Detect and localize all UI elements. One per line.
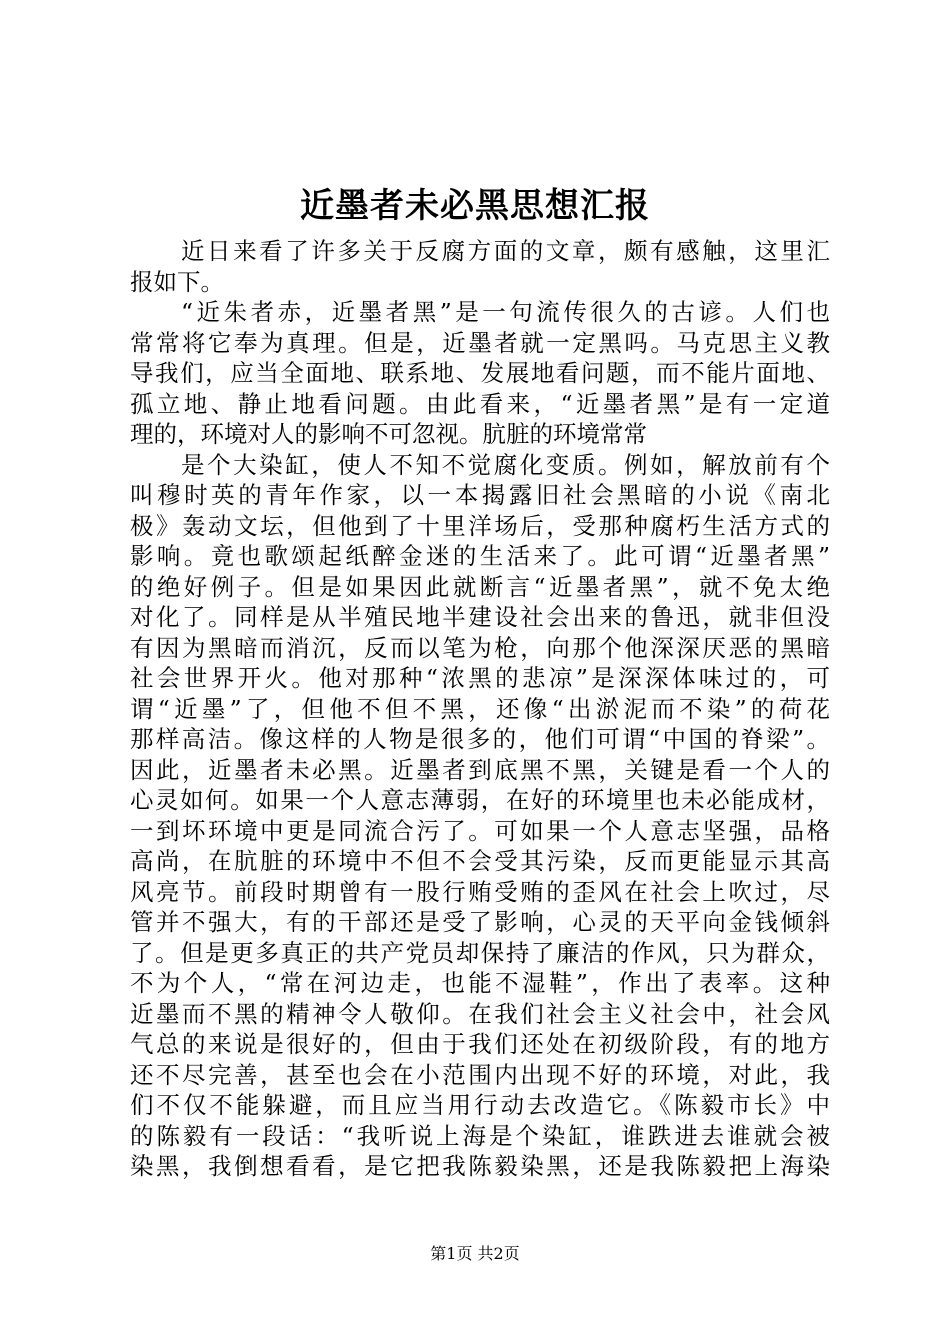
document-title: 近墨者未必黑思想汇报	[300, 186, 650, 226]
text-line: 的陈毅有一段话：“我听说上海是个染缸，谁跌进去谁就会被	[130, 1121, 830, 1150]
text-line: 报如下。	[130, 267, 224, 296]
text-line: “近朱者赤，近墨者黑”是一句流传很久的古谚。人们也	[181, 298, 830, 326]
text-line: 高尚，在肮脏的环境中不但不会受其污染，反而更能显示其高	[130, 847, 830, 875]
text-line: 了。但是更多真正的共产党员却保持了廉洁的作风，只为群众，	[130, 938, 830, 967]
text-line: 谓“近墨”了，但他不但不黑，还像“出淤泥而不染”的荷花	[130, 694, 830, 723]
document-body	[130, 236, 830, 1182]
text-line: 气总的来说是很好的，但由于我们还处在初级阶段，有的地方	[130, 1030, 830, 1058]
text-line: 心灵如何。如果一个人意志薄弱，在好的环境里也未必能成材，	[130, 786, 830, 814]
text-line: 近日来看了许多关于反腐方面的文章，颇有感触，这里汇	[181, 237, 830, 265]
text-line: 叫穆时英的青年作家，以一本揭露旧社会黑暗的小说《南北	[130, 481, 830, 509]
text-line: 因此，近墨者未必黑。近墨者到底黑不黑，关键是看一个人的	[130, 755, 830, 784]
text-line: 常常将它奉为真理。但是，近墨者就一定黑吗。马克思主义教	[130, 328, 830, 357]
text-line: 是个大染缸，使人不知不觉腐化变质。例如，解放前有个	[181, 450, 830, 479]
text-line: 孤立地、静止地看问题。由此看来，“近墨者黑”是有一定道	[130, 389, 830, 418]
text-line: 影响。竟也歌颂起纸醉金迷的生活来了。此可谓“近墨者黑”	[130, 542, 830, 570]
text-line: 还不尽完善，甚至也会在小范围内出现不好的环境，对此，我	[130, 1060, 830, 1089]
text-line: 一到坏环境中更是同流合污了。可如果一个人意志坚强，品格	[130, 816, 830, 845]
text-line: 导我们，应当全面地、联系地、发展地看问题，而不能片面地、	[130, 359, 830, 387]
text-line: 染黑，我倒想看看，是它把我陈毅染黑，还是我陈毅把上海染	[130, 1152, 830, 1180]
text-line: 们不仅不能躲避，而且应当用行动去改造它。《陈毅市长》中	[130, 1091, 830, 1119]
text-line: 对化了。同样是从半殖民地半建设社会出来的鲁迅，就非但没	[130, 603, 830, 631]
text-line: 不为个人，“常在河边走，也能不湿鞋”，作出了表率。这种	[130, 969, 830, 997]
text-line: 风亮节。前段时期曾有一股行贿受贿的歪风在社会上吹过，尽	[130, 877, 830, 906]
text-line: 有因为黑暗而消沉，反而以笔为枪，向那个他深深厌恶的黑暗	[130, 633, 830, 662]
text-line: 极》轰动文坛，但他到了十里洋场后，受那种腐朽生活方式的	[130, 511, 830, 540]
text-line: 管并不强大，有的干部还是受了影响，心灵的天平向金钱倾斜	[130, 908, 830, 936]
text-line: 社会世界开火。他对那种“浓黑的悲凉”是深深体味过的，可	[130, 664, 830, 692]
text-line: 那样高洁。像这样的人物是很多的，他们可谓“中国的脊梁”。	[130, 725, 830, 753]
text-line: 近墨而不黑的精神令人敬仰。在我们社会主义社会中，社会风	[130, 999, 830, 1028]
page-footer: 第1页 共2页	[430, 1244, 520, 1263]
text-line: 理的，环境对人的影响不可忽视。肮脏的环境常常	[130, 420, 647, 448]
text-line: 的绝好例子。但是如果因此就断言“近墨者黑”，就不免太绝	[130, 572, 830, 601]
